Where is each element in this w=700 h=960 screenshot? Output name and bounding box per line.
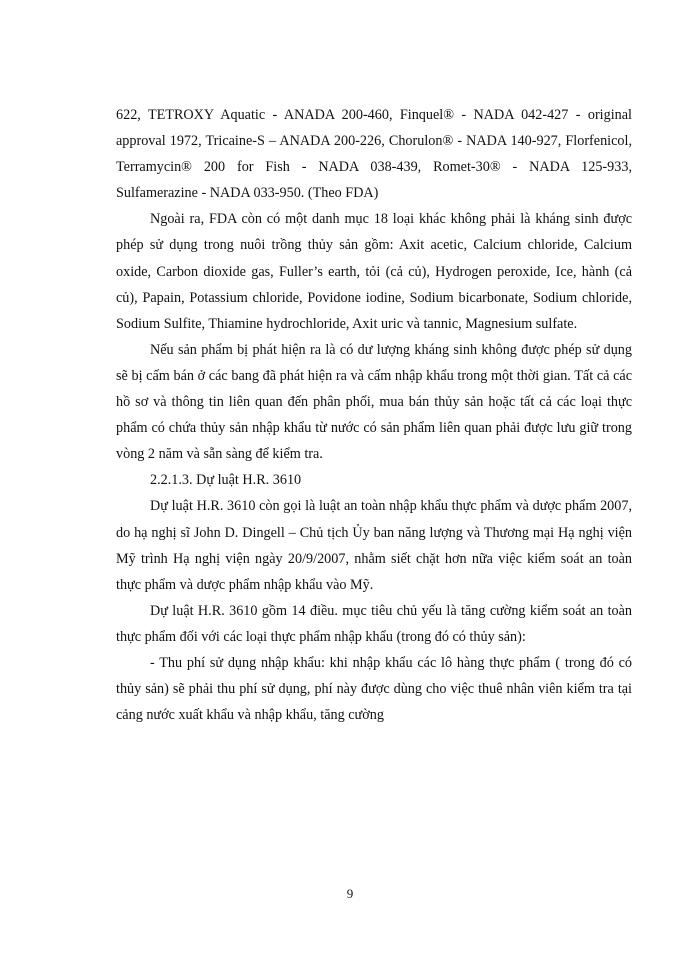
paragraph-fda-drug-list-continued: 622, TETROXY Aquatic - ANADA 200-460, Finquel® - NADA 042-427 - original approval 1972, Tricaine-S – ANADA 200-226, Chorulon® - NADA 140-927, Florfenicol, Terramycin® 200 for Fish - NADA 038-439, Romet-30® - NADA 125-933, Sulfamerazine - NADA 033-950. (Theo FDA) [116,107,632,202]
paragraph-hr3610-intro: Dự luật H.R. 3610 còn gọi là luật an toàn nhập khẩu thực phẩm và dược phẩm 2007, do hạ nghị sĩ John D. Dingell – Chủ tịch Ủy ban năng lượng và Thương mại Hạ nghị viện Mỹ trình Hạ nghị viện ngày 20/9/2007, nhằm siết chặt hơn nữa việc kiểm soát an toàn thực phẩm và dược phẩm nhập khẩu vào Mỹ. [116,498,632,593]
body-text [116,102,632,728]
paragraph-non-antibiotic-substances: Ngoài ra, FDA còn có một danh mục 18 loại khác không phải là kháng sinh được phép sử dụng trong nuôi trồng thủy sản gồm: Axit acetic, Calcium chloride, Calcium oxide, Carbon dioxide gas, Fuller’s earth, tỏi (cả củ), Hydrogen peroxide, Ice, hành (cả củ), Papain, Potassium chloride, Povidone iodine, Sodium bicarbonate, Sodium chloride, Sodium Sulfite, Thiamine hydrochloride, Axit uric và tannic, Magnesium sulfate. [116,211,632,332]
paragraph-residue-penalties: Nếu sản phẩm bị phát hiện ra là có dư lượng kháng sinh không được phép sử dụng sẽ bị cấm bán ở các bang đã phát hiện ra và cấm nhập khẩu trong một thời gian. Tất cả các hồ sơ và thông tin liên quan đến phân phối, mua bán thủy sản hoặc tất cả các loại thực phẩm có chứa thủy sản nhập khẩu từ nước có sản phẩm liên quan phải được lưu giữ trong vòng 2 năm và sẵn sàng để kiểm tra. [116,341,632,463]
page-number: 9 [346,886,354,901]
paragraph-hr3610-objectives: Dự luật H.R. 3610 gồm 14 điều. mục tiêu chủ yếu là tăng cường kiểm soát an toàn thực phẩm đối với các loại thực phẩm nhập khẩu (trong đó có thủy sản): [116,602,632,645]
paragraph-import-fee: - Thu phí sử dụng nhập khẩu: khi nhập khẩu các lô hàng thực phẩm ( trong đó có thủy sản) sẽ phải thu phí sử dụng, phí này được dùng cho việc thuê nhân viên kiểm tra tại cảng nước xuất khẩu và nhập khẩu, tăng cường [116,654,632,724]
section-heading: 2.2.1.3. Dự luật H.R. 3610 [150,472,302,489]
